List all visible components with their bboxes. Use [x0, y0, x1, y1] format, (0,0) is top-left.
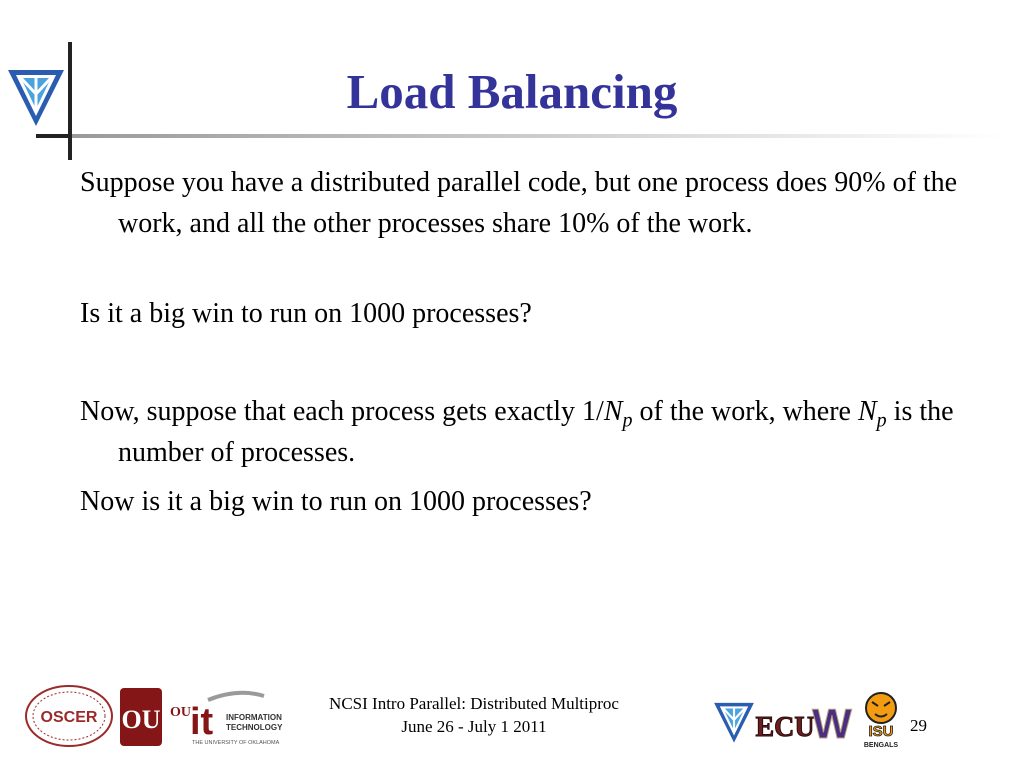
- header-rule-left: [36, 134, 72, 138]
- np-symbol: N: [603, 396, 623, 427]
- header-gradient-rule: [72, 134, 1002, 138]
- body-paragraph-3: [80, 391, 1018, 473]
- ecu-logo: [755, 696, 815, 746]
- body-paragraph-4: Now is it a big win to run on 1000 processes?: [80, 486, 592, 517]
- oscer-logo-text: OSCER: [40, 709, 98, 726]
- it-info-line1: INFORMATION: [226, 713, 282, 722]
- footer-course-info: [290, 692, 658, 738]
- ecu-logo-text: ECU: [755, 712, 815, 743]
- page-number: 29: [910, 716, 927, 735]
- para3-text-a: Now, suppose that each process gets exactly 1/: [80, 396, 604, 427]
- isu-bengals-logo: [858, 690, 904, 750]
- np-subscript: p: [622, 409, 633, 432]
- body-paragraph-1: Suppose you have a distributed parallel code, but one process does 90% of the work, and all the other processes share 10% of the work.: [80, 167, 958, 239]
- it-logo-text: it: [190, 701, 214, 743]
- np-symbol: N: [857, 396, 877, 427]
- np-subscript: p: [876, 409, 887, 432]
- footer-dates: June 26 - July 1 2011: [401, 717, 547, 736]
- washington-w-logo: [808, 698, 856, 747]
- para3-text-b: of the work, where: [632, 396, 858, 427]
- bengals-text: BENGALS: [863, 742, 899, 749]
- slide-title: Load Balancing: [346, 64, 678, 119]
- it-univ-text: THE UNIVERSITY OF OKLAHOMA: [192, 740, 280, 746]
- w-logo-text: W: [812, 700, 852, 747]
- it-info-line2: TECHNOLOGY: [226, 723, 283, 732]
- oscer-logo: [24, 684, 114, 748]
- ncsi-triangle-logo-small: [712, 700, 756, 744]
- footer-course-title: NCSI Intro Parallel: Distributed Multiproc: [329, 694, 619, 713]
- isu-logo-text: ISU: [868, 723, 894, 740]
- ou-logo: [118, 686, 164, 748]
- ou-logo-text: OU: [121, 705, 161, 734]
- ou-it-small-text: OU: [170, 705, 191, 720]
- body-paragraph-2: Is it a big win to run on 1000 processes?: [80, 298, 532, 329]
- para3-text-c: is the number of processes.: [118, 396, 954, 468]
- ou-it-logo: [168, 686, 288, 748]
